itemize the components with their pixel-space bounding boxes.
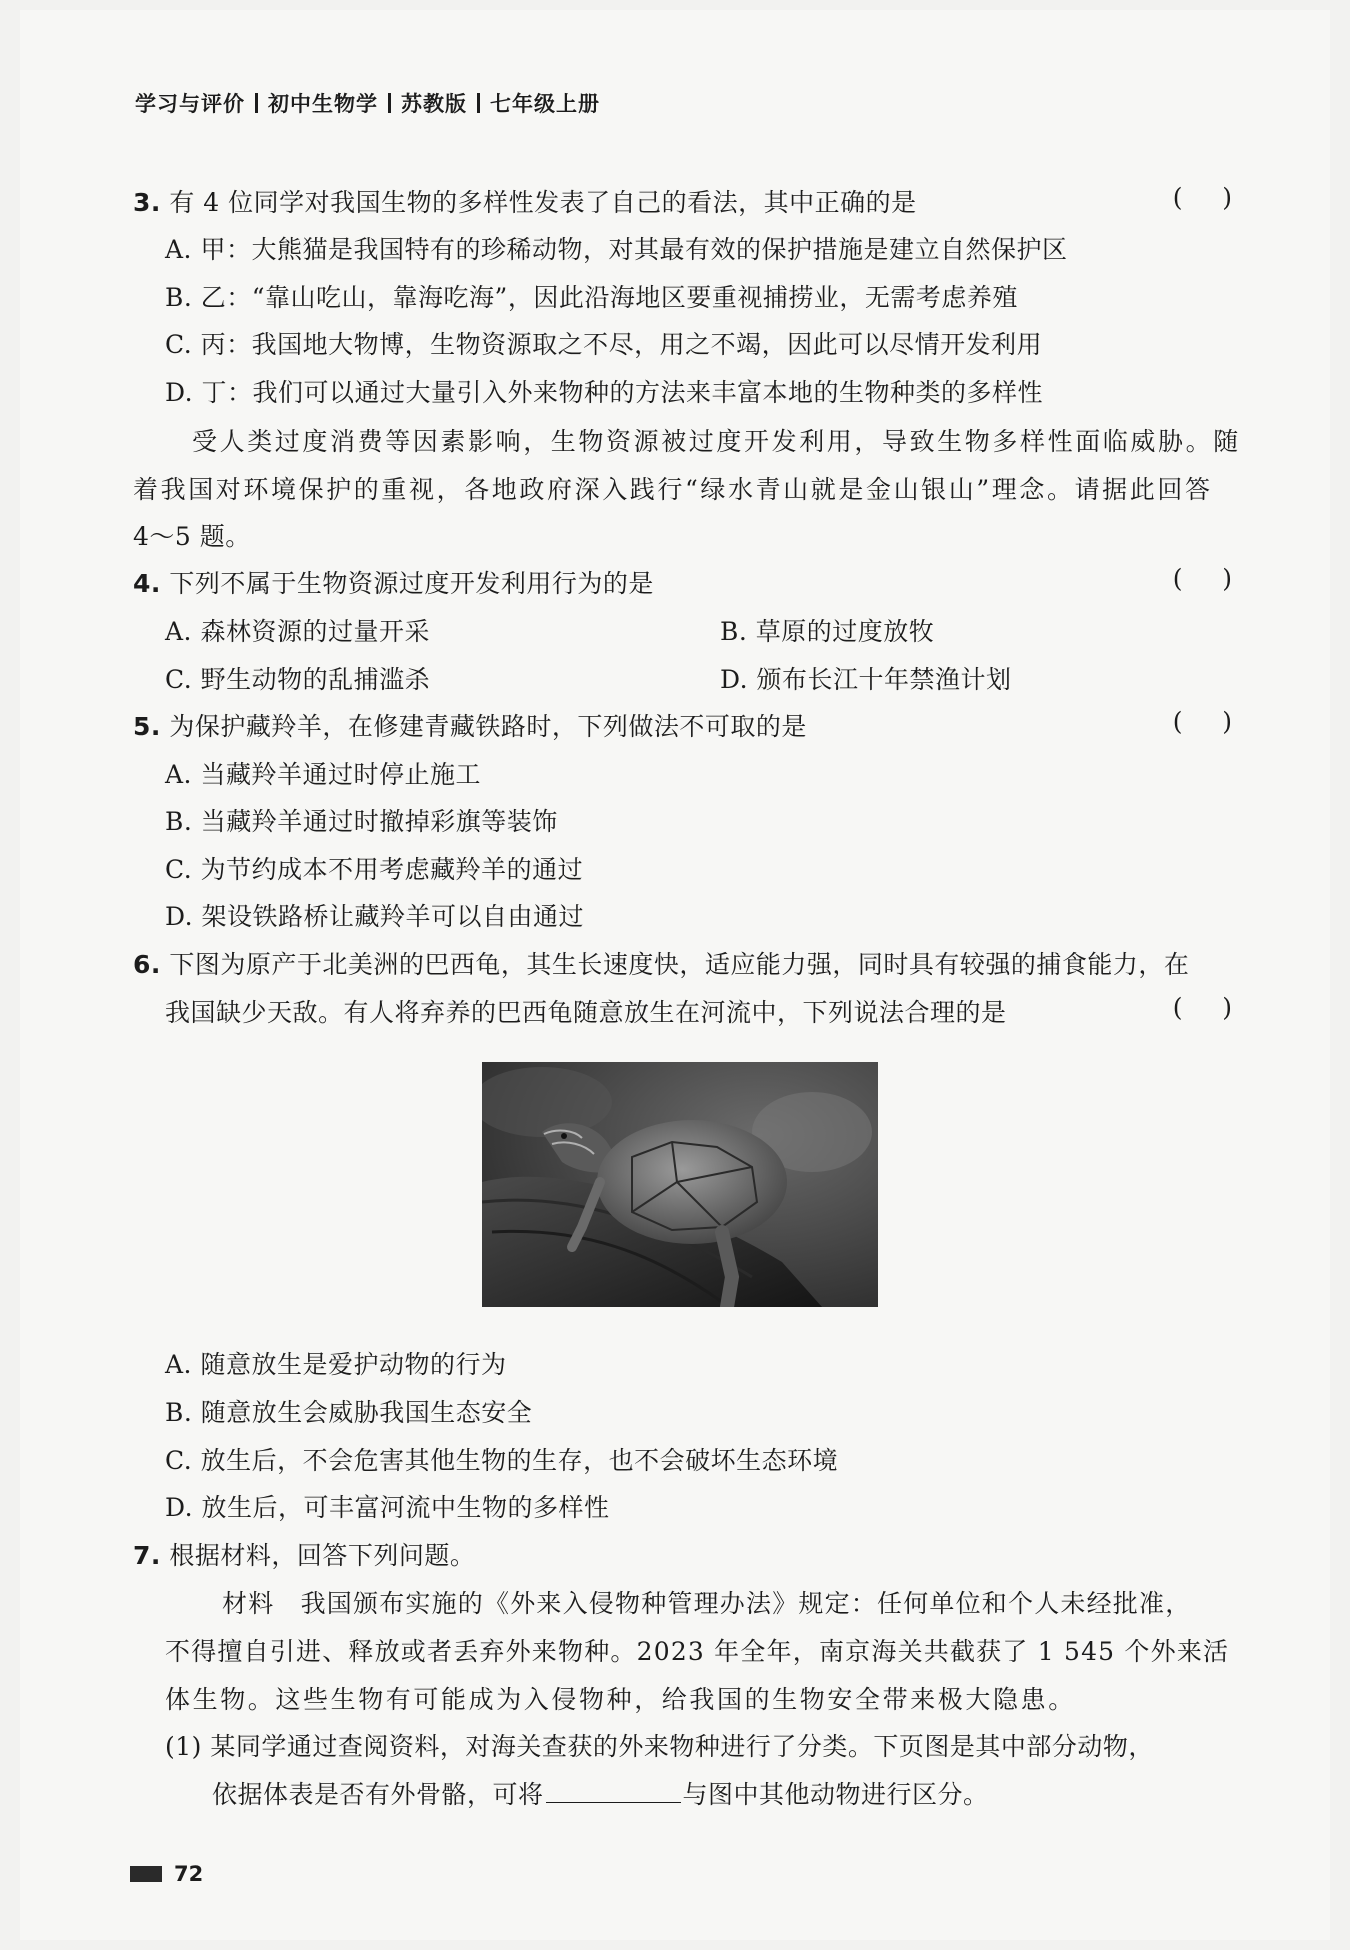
question-6-option-a: A. 随意放生是爱护动物的行为 (165, 1350, 507, 1379)
question-5-option-c: C. 为节约成本不用考虑藏羚羊的通过 (165, 855, 584, 884)
question-7-sub1-line-1: (1) 某同学通过查阅资料，对海关查获的外来物种进行了分类。下页图是其中部分动物， (165, 1732, 1154, 1761)
intro-paragraph-line-3: 4～5 题。 (133, 522, 251, 551)
question-3-option-d: D. 丁：我们可以通过大量引入外来物种的方法来丰富本地的生物种类的多样性 (165, 378, 1044, 407)
question-4-option-b: B. 草原的过度放牧 (720, 617, 935, 646)
header-subject: 初中生物学 (268, 92, 378, 116)
material-line-2: 不得擅自引进、释放或者丢弃外来物种。2023 年全年，南京海关共截获了 1 545 个外来活 (165, 1637, 1230, 1666)
header-book-title: 学习与评价 (135, 92, 245, 116)
question-4-stem (133, 564, 654, 600)
question-4-option-d: D. 颁布长江十年禁渔计划 (720, 665, 1012, 694)
question-4-text: 下列不属于生物资源过度开发利用行为的是 (169, 569, 654, 598)
question-6-stem-line-1 (133, 945, 1189, 981)
question-3-text: 有 4 位同学对我国生物的多样性发表了自己的看法，其中正确的是 (169, 188, 917, 217)
question-5-option-a: A. 当藏羚羊通过时停止施工 (165, 760, 481, 789)
question-7-sub1-text-before: 依据体表是否有外骨骼，可将 (212, 1780, 544, 1809)
question-7-text: 根据材料，回答下列问题。 (169, 1541, 476, 1570)
question-6-text-1: 下图为原产于北美洲的巴西龟，其生长速度快，适应能力强，同时具有较强的捕食能力，在 (169, 950, 1190, 979)
question-5-stem (133, 707, 807, 743)
question-6-option-c: C. 放生后，不会危害其他生物的生存，也不会破坏生态环境 (165, 1446, 839, 1475)
question-7-number: 7. (133, 1541, 161, 1570)
question-4-option-c: C. 野生动物的乱捕滥杀 (165, 665, 431, 694)
intro-paragraph-line-1: 受人类过度消费等因素影响，生物资源被过度开发利用，导致生物多样性面临威胁。随 (192, 427, 1241, 456)
page-footer (130, 1862, 203, 1886)
question-6-option-b: B. 随意放生会威胁我国生态安全 (165, 1398, 533, 1427)
header-edition: 苏教版 (401, 92, 467, 116)
red-eared-slider-turtle-photo (482, 1062, 878, 1307)
question-3-number: 3. (133, 188, 161, 217)
header-divider (477, 93, 480, 113)
intro-paragraph-line-2: 着我国对环境保护的重视，各地政府深入践行“绿水青山就是金山银山”理念。请据此回答 (133, 475, 1213, 504)
turtle-illustration (482, 1062, 878, 1307)
footer-bar-mark (130, 1866, 162, 1882)
header-divider (255, 93, 258, 113)
question-3-answer-bracket[interactable]: ( ) (1172, 183, 1232, 212)
question-3-option-b: B. 乙：“靠山吃山，靠海吃海”，因此沿海地区要重视捕捞业，无需考虑养殖 (165, 283, 1018, 312)
question-5-answer-bracket[interactable]: ( ) (1172, 707, 1232, 736)
material-line-1: 材料 我国颁布实施的《外来入侵物种管理办法》规定：任何单位和个人未经批准， (222, 1589, 1192, 1618)
question-6-stem-line-2: 我国缺少天敌。有人将弃养的巴西龟随意放生在河流中，下列说法合理的是 (165, 998, 1007, 1027)
question-7-sub1-text-after: 与图中其他动物进行区分。 (682, 1780, 989, 1809)
answer-blank[interactable] (546, 1780, 681, 1803)
question-7-stem (133, 1536, 475, 1572)
question-4-option-a: A. 森林资源的过量开采 (165, 617, 430, 646)
question-4-number: 4. (133, 569, 161, 598)
header-volume: 七年级上册 (490, 92, 600, 116)
question-5-option-d: D. 架设铁路桥让藏羚羊可以自由通过 (165, 902, 585, 931)
question-6-number: 6. (133, 950, 161, 979)
material-line-3: 体生物。这些生物有可能成为入侵物种，给我国的生物安全带来极大隐患。 (165, 1685, 1076, 1714)
question-7-sub1-line-2 (212, 1775, 989, 1811)
question-6-option-d: D. 放生后，可丰富河流中生物的多样性 (165, 1493, 610, 1522)
header-divider (388, 93, 391, 113)
question-4-answer-bracket[interactable]: ( ) (1172, 564, 1232, 593)
question-6-answer-bracket[interactable]: ( ) (1172, 993, 1232, 1022)
question-3-option-a: A. 甲：大熊猫是我国特有的珍稀动物，对其最有效的保护措施是建立自然保护区 (165, 235, 1068, 264)
question-5-text: 为保护藏羚羊，在修建青藏铁路时，下列做法不可取的是 (169, 712, 807, 741)
running-header (135, 88, 600, 118)
question-3-option-c: C. 丙：我国地大物博，生物资源取之不尽，用之不竭，因此可以尽情开发利用 (165, 330, 1043, 359)
question-5-number: 5. (133, 712, 161, 741)
question-3-stem (133, 183, 917, 219)
page-number: 72 (174, 1862, 204, 1886)
question-5-option-b: B. 当藏羚羊通过时撤掉彩旗等装饰 (165, 807, 558, 836)
